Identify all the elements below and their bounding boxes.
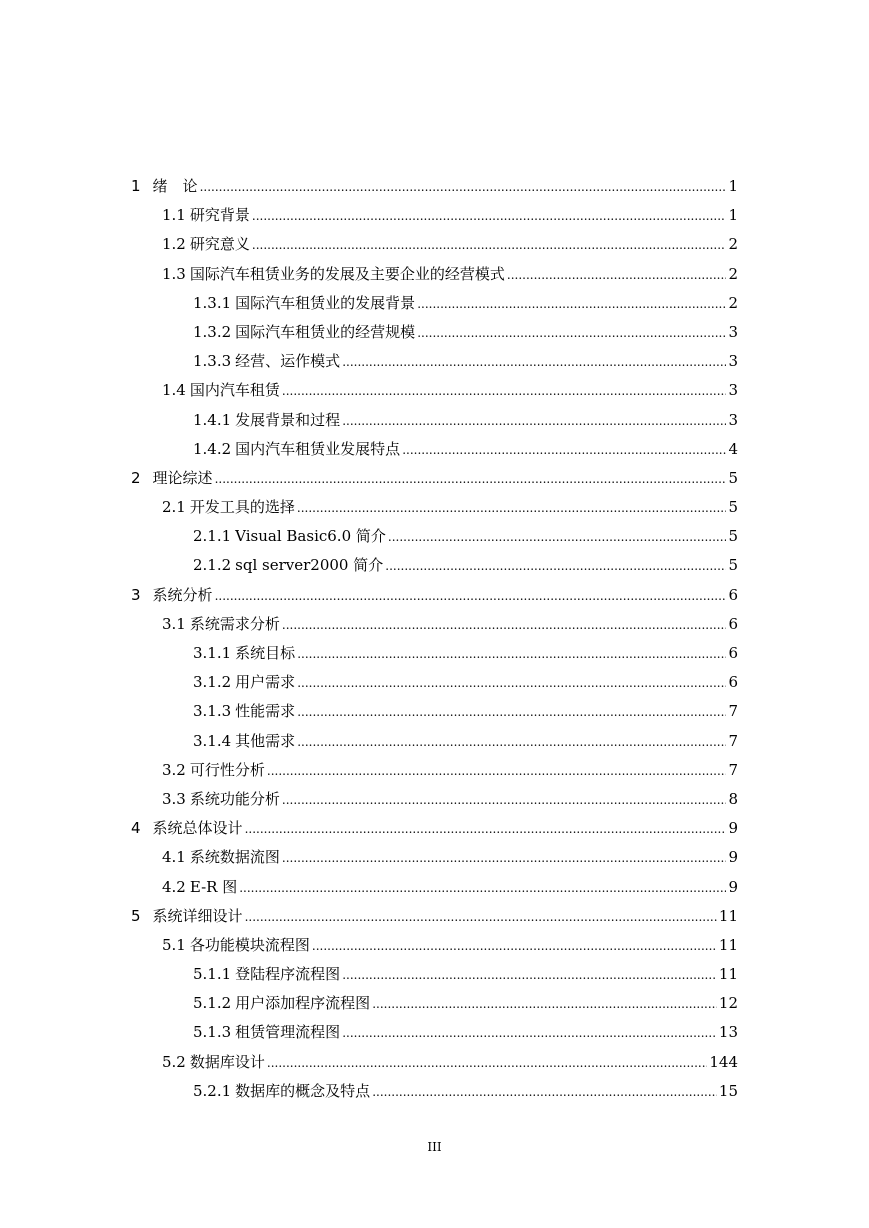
toc-dot-leader xyxy=(342,348,726,377)
toc-entry-title: 国际汽车租赁业的经营规模 xyxy=(235,322,416,341)
toc-entry-number: 3.1 xyxy=(162,614,186,633)
toc-dot-leader xyxy=(252,202,727,231)
toc-entry-3[interactable] xyxy=(0,581,869,610)
toc-entry-page: 144 xyxy=(709,1052,738,1071)
toc-entry-1-4-2[interactable] xyxy=(0,435,869,464)
toc-entry-number: 3.2 xyxy=(162,760,186,779)
toc-entry-number: 5.1 xyxy=(162,935,186,954)
toc-entry-title: 系统详细设计 xyxy=(152,906,243,925)
toc-entry-title: 国际汽车租赁业务的发展及主要企业的经营模式 xyxy=(189,264,505,283)
toc-dot-leader xyxy=(385,552,726,581)
toc-entry-2-1-1[interactable] xyxy=(0,522,869,551)
toc-dot-leader xyxy=(245,903,717,932)
toc-entry-inner xyxy=(193,697,738,727)
toc-entry-number: 3.1.3 xyxy=(193,702,232,721)
toc-entry-number: 1.4.2 xyxy=(193,439,232,458)
toc-entry-inner xyxy=(193,435,738,465)
toc-dot-leader xyxy=(297,640,726,669)
toc-entry-inner xyxy=(193,347,738,377)
toc-entry-inner xyxy=(131,581,738,611)
toc-entry-inner xyxy=(162,931,738,961)
toc-dot-leader xyxy=(417,319,726,348)
toc-entry-page: 1 xyxy=(728,177,738,195)
toc-entry-4-2[interactable] xyxy=(0,873,869,902)
toc-entry-title: 其他需求 xyxy=(235,731,296,750)
toc-entry-number: 3.3 xyxy=(162,789,186,808)
page-number-label: III xyxy=(427,1140,442,1154)
toc-entry-number: 5.1.2 xyxy=(193,994,232,1013)
toc-entry-inner xyxy=(193,318,738,348)
toc-dot-leader xyxy=(312,932,717,961)
toc-entry-1-4-1[interactable] xyxy=(0,406,869,435)
toc-entry-1-3-2[interactable] xyxy=(0,318,869,347)
toc-dot-leader xyxy=(267,757,727,786)
toc-entry-title: 理论综述 xyxy=(152,468,213,487)
toc-entry-inner xyxy=(193,551,738,581)
toc-entry-number: 5.2 xyxy=(162,1052,186,1071)
toc-entry-inner xyxy=(193,1018,738,1048)
toc-entry-2[interactable] xyxy=(0,464,869,493)
toc-entry-title: 发展背景和过程 xyxy=(235,410,341,429)
toc-entry-page: 3 xyxy=(728,352,738,371)
toc-entry-1-1[interactable] xyxy=(0,201,869,230)
toc-entry-title: 系统分析 xyxy=(152,585,213,604)
toc-entry-inner xyxy=(193,1077,738,1107)
toc-entry-number: 1.4 xyxy=(162,381,186,400)
toc-entry-title: 系统需求分析 xyxy=(189,614,280,633)
toc-entry-inner xyxy=(162,230,738,260)
toc-entry-1-3-3[interactable] xyxy=(0,347,869,376)
toc-entry-5-2[interactable] xyxy=(0,1048,869,1077)
toc-entry-inner xyxy=(131,902,738,932)
toc-entry-inner xyxy=(162,843,738,873)
toc-entry-inner xyxy=(193,668,738,698)
toc-entry-title: 国内汽车租赁 xyxy=(189,381,280,400)
toc-entry-page: 13 xyxy=(718,1023,738,1042)
toc-entry-inner xyxy=(162,873,738,903)
toc-entry-page: 6 xyxy=(728,585,738,604)
toc-entry-page: 7 xyxy=(728,702,738,721)
toc-entry-title: Visual Basic6.0 简介 xyxy=(235,527,386,546)
toc-entry-title: E-R 图 xyxy=(189,877,238,896)
toc-entry-page: 12 xyxy=(718,994,738,1013)
toc-dot-leader xyxy=(215,465,727,494)
toc-entry-title: 国内汽车租赁业发展特点 xyxy=(235,439,401,458)
toc-entry-3-1[interactable] xyxy=(0,610,869,639)
toc-entry-number: 2.1 xyxy=(162,498,186,517)
toc-entry-inner xyxy=(162,756,738,786)
toc-entry-inner xyxy=(131,814,738,844)
toc-entry-page: 5 xyxy=(728,527,738,546)
toc-dot-leader xyxy=(342,1019,717,1048)
toc-entry-5[interactable] xyxy=(0,902,869,931)
toc-entry-2-1-2[interactable] xyxy=(0,551,869,580)
toc-entry-page: 6 xyxy=(728,614,738,633)
toc-entry-inner xyxy=(193,727,738,757)
toc-entry-number: 1 xyxy=(131,177,141,195)
toc-entry-number: 2.1.2 xyxy=(193,556,232,575)
toc-entry-number: 1.3.3 xyxy=(193,352,232,371)
toc-entry-number: 5 xyxy=(131,906,141,925)
toc-entry-3-3[interactable] xyxy=(0,785,869,814)
toc-entry-number: 5.1.1 xyxy=(193,965,232,984)
toc-entry-title: 研究意义 xyxy=(189,235,250,254)
toc-entry-inner xyxy=(193,406,738,436)
toc-entry-5-1-3[interactable] xyxy=(0,1018,869,1047)
toc-entry-inner xyxy=(162,610,738,640)
toc-dot-leader xyxy=(282,611,727,640)
toc-dot-leader xyxy=(282,786,727,815)
toc-dot-leader xyxy=(372,1078,717,1107)
toc-entry-page: 4 xyxy=(728,439,738,458)
toc-entry-inner xyxy=(162,260,738,290)
toc-entry-page: 3 xyxy=(728,322,738,341)
toc-entry-number: 3.1.1 xyxy=(193,644,232,662)
toc-entry-1-2[interactable] xyxy=(0,230,869,259)
toc-entry-inner xyxy=(193,289,738,319)
toc-entry-page: 9 xyxy=(728,848,738,867)
toc-entry-title: 数据库设计 xyxy=(189,1052,265,1071)
toc-dot-leader xyxy=(215,582,727,611)
toc-entry-3-1-4[interactable] xyxy=(0,727,869,756)
toc-entry-page: 11 xyxy=(718,906,738,925)
toc-entry-title: 登陆程序流程图 xyxy=(235,965,341,984)
toc-entry-number: 4.1 xyxy=(162,848,186,867)
toc-entry-title: 数据库的概念及特点 xyxy=(235,1081,371,1100)
toc-entry-number: 1.4.1 xyxy=(193,410,232,429)
toc-entry-page: 2 xyxy=(728,264,738,283)
toc-entry-inner xyxy=(193,960,738,990)
toc-entry-title: 经营、运作模式 xyxy=(235,352,341,371)
toc-entry-title: 系统功能分析 xyxy=(189,789,280,808)
toc-entry-inner xyxy=(162,376,738,406)
toc-entry-3-1-2[interactable] xyxy=(0,668,869,697)
toc-entry-page: 5 xyxy=(728,468,738,487)
toc-entry-number: 1.3.1 xyxy=(193,293,232,312)
toc-entry-number: 3 xyxy=(131,585,141,604)
toc-entry-title: 研究背景 xyxy=(189,206,250,225)
toc-entry-1-3[interactable] xyxy=(0,260,869,289)
toc-entry-title: 开发工具的选择 xyxy=(189,498,295,517)
toc-entry-4-1[interactable] xyxy=(0,843,869,872)
toc-entry-page: 2 xyxy=(728,235,738,254)
toc-entry-inner xyxy=(162,493,738,523)
toc-entry-page: 6 xyxy=(728,673,738,692)
toc-dot-leader xyxy=(507,261,727,290)
toc-entry-inner xyxy=(193,522,738,552)
toc-entry-number: 1.3.2 xyxy=(193,322,232,341)
toc-dot-leader xyxy=(342,407,726,436)
toc-dot-leader xyxy=(417,290,726,319)
toc-entry-inner xyxy=(162,785,738,815)
toc-entry-number: 1.3 xyxy=(162,264,186,283)
toc-entry-page: 7 xyxy=(728,731,738,750)
toc-entry-title: 系统数据流图 xyxy=(189,848,280,867)
toc-dot-leader xyxy=(297,494,727,523)
toc-entry-number: 5.1.3 xyxy=(193,1023,232,1042)
toc-entry-1[interactable] xyxy=(0,172,869,201)
toc-entry-page: 15 xyxy=(718,1081,738,1100)
toc-entry-page: 7 xyxy=(728,760,738,779)
toc-dot-leader xyxy=(342,961,717,990)
toc-entry-page: 3 xyxy=(728,381,738,400)
toc-dot-leader xyxy=(239,874,726,903)
toc-entry-page: 6 xyxy=(728,644,738,662)
toc-entry-4[interactable] xyxy=(0,814,869,843)
toc-entry-number: 4 xyxy=(131,819,141,838)
toc-entry-title: 租赁管理流程图 xyxy=(235,1023,341,1042)
toc-entry-title: 可行性分析 xyxy=(189,760,265,779)
toc-entry-number: 4.2 xyxy=(162,877,186,896)
toc-entry-inner xyxy=(193,639,738,669)
toc-dot-leader xyxy=(297,728,726,757)
toc-dot-leader xyxy=(252,231,727,260)
toc-entry-number: 2 xyxy=(131,468,141,487)
toc-entry-5-1-2[interactable] xyxy=(0,989,869,1018)
toc-entry-inner xyxy=(162,1048,738,1078)
toc-entry-title: 国际汽车租赁业的发展背景 xyxy=(235,293,416,312)
toc-entry-1-4[interactable] xyxy=(0,376,869,405)
toc-entry-number: 5.2.1 xyxy=(193,1081,232,1100)
toc-entry-page: 11 xyxy=(718,965,738,984)
toc-entry-number: 1.1 xyxy=(162,206,186,225)
toc-dot-leader xyxy=(200,173,727,202)
toc-entry-5-2-1[interactable] xyxy=(0,1077,869,1106)
toc-entry-title: 性能需求 xyxy=(235,702,296,721)
toc-entry-inner xyxy=(131,172,738,202)
toc-dot-leader xyxy=(388,523,727,552)
toc-entry-page: 5 xyxy=(728,556,738,575)
toc-entry-5-1[interactable] xyxy=(0,931,869,960)
toc-entry-inner xyxy=(162,201,738,231)
toc-entry-number: 2.1.1 xyxy=(193,527,232,546)
toc-entry-title: 各功能模块流程图 xyxy=(189,935,310,954)
toc-entry-title: 用户需求 xyxy=(235,673,296,692)
toc-dot-leader xyxy=(282,377,727,406)
toc-dot-leader xyxy=(267,1049,707,1078)
toc-entry-page: 9 xyxy=(728,819,738,838)
table-of-contents xyxy=(0,172,869,1106)
toc-entry-3-1-3[interactable] xyxy=(0,697,869,726)
toc-entry-title: 绪 论 xyxy=(152,177,198,195)
toc-entry-5-1-1[interactable] xyxy=(0,960,869,989)
toc-dot-leader xyxy=(297,698,726,727)
toc-entry-page: 8 xyxy=(728,789,738,808)
toc-entry-title: 系统目标 xyxy=(235,644,296,662)
toc-entry-page: 2 xyxy=(728,293,738,312)
toc-entry-title: sql server2000 简介 xyxy=(235,556,384,575)
toc-entry-title: 系统总体设计 xyxy=(152,819,243,838)
toc-dot-leader xyxy=(245,815,727,844)
toc-entry-3-2[interactable] xyxy=(0,756,869,785)
toc-dot-leader xyxy=(297,669,726,698)
toc-entry-inner xyxy=(193,989,738,1019)
page-number-footer xyxy=(0,1140,869,1154)
toc-entry-number: 1.2 xyxy=(162,235,186,254)
toc-entry-1-3-1[interactable] xyxy=(0,289,869,318)
toc-entry-2-1[interactable] xyxy=(0,493,869,522)
toc-dot-leader xyxy=(402,436,726,465)
toc-entry-page: 11 xyxy=(718,935,738,954)
toc-entry-inner xyxy=(131,464,738,494)
toc-entry-number: 3.1.4 xyxy=(193,731,232,750)
toc-dot-leader xyxy=(372,990,717,1019)
toc-entry-title: 用户添加程序流程图 xyxy=(235,994,371,1013)
toc-entry-page: 9 xyxy=(728,877,738,896)
toc-entry-page: 3 xyxy=(728,410,738,429)
toc-entry-page: 1 xyxy=(728,206,738,225)
toc-dot-leader xyxy=(282,844,727,873)
toc-entry-3-1-1[interactable] xyxy=(0,639,869,668)
toc-entry-page: 5 xyxy=(728,498,738,517)
toc-entry-number: 3.1.2 xyxy=(193,673,232,692)
